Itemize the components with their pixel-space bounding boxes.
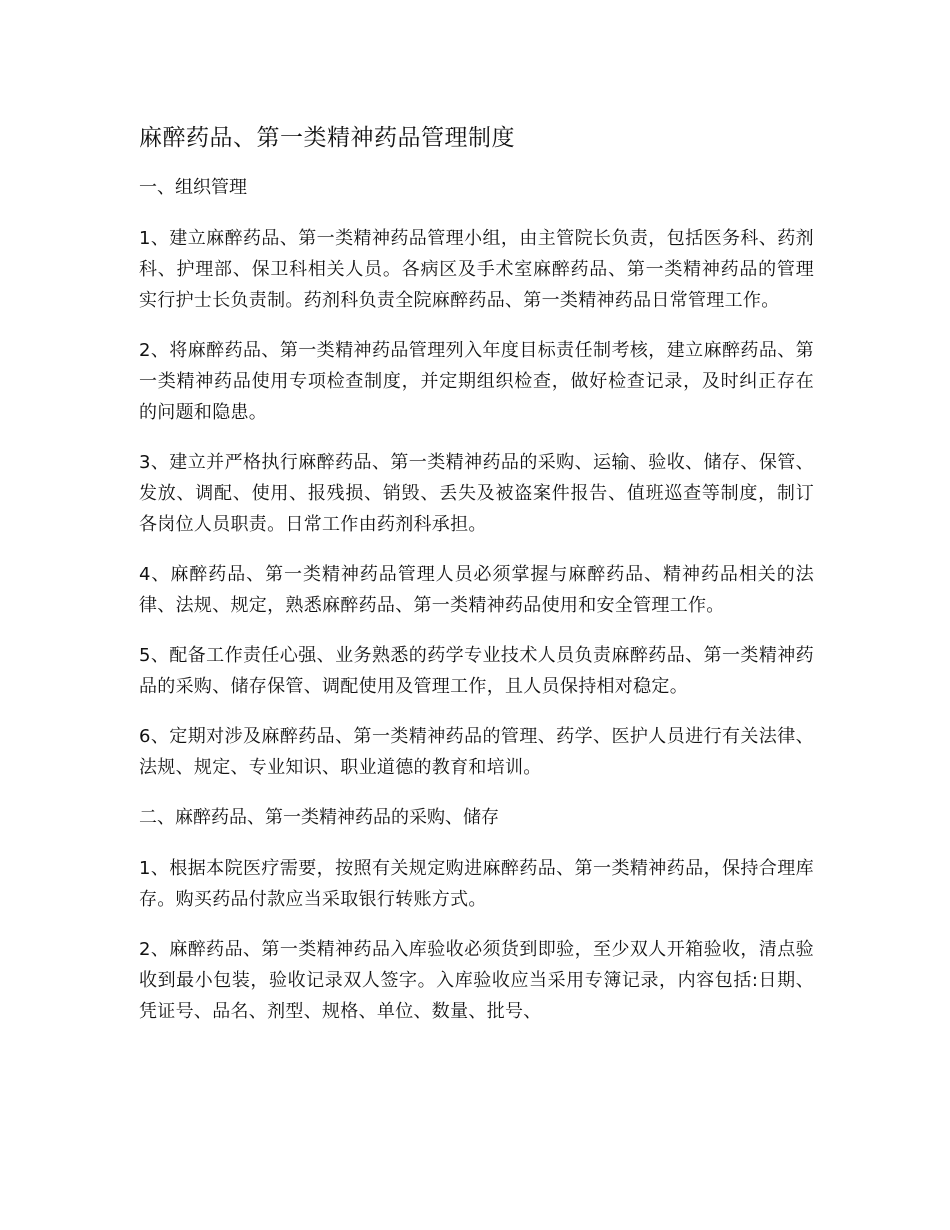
paragraph: 6、定期对涉及麻醉药品、第一类精神药品的管理、药学、医护人员进行有关法律、法规、规定、专业知识、职业道德的教育和培训。 [139, 726, 814, 778]
document-title: 麻醉药品、第一类精神药品管理制度 [139, 125, 515, 151]
paragraph: 5、配备工作责任心强、业务熟悉的药学专业技术人员负责麻醉药品、第一类精神药品的采购、储存保管、调配使用及管理工作，且人员保持相对稳定。 [139, 645, 814, 697]
paragraph: 3、建立并严格执行麻醉药品、第一类精神药品的采购、运输、验收、储存、保管、发放、调配、使用、报残损、销毁、丢失及被盗案件报告、值班巡查等制度，制订各岗位人员职责。日常工作由药剂科承担。 [139, 452, 814, 535]
paragraph: 2、麻醉药品、第一类精神药品入库验收必须货到即验，至少双人开箱验收，清点验收到最小包装，验收记录双人签字。入库验收应当采用专簿记录，内容包括:日期、凭证号、品名、剂型、规格、单位、数量、批号、 [139, 939, 814, 1022]
section-procurement-storage [139, 802, 814, 1027]
section-organization [139, 172, 814, 783]
paragraph: 1、根据本院医疗需要，按照有关规定购进麻醉药品、第一类精神药品，保持合理库存。购买药品付款应当采取银行转账方式。 [139, 858, 814, 910]
paragraph: 2、将麻醉药品、第一类精神药品管理列入年度目标责任制考核，建立麻醉药品、第一类精神药品使用专项检查制度，并定期组织检查，做好检查记录，及时纠正存在的问题和隐患。 [139, 340, 814, 423]
document-page [139, 118, 814, 1046]
paragraph: 4、麻醉药品、第一类精神药品管理人员必须掌握与麻醉药品、精神药品相关的法律、法规、规定，熟悉麻醉药品、第一类精神药品使用和安全管理工作。 [139, 564, 814, 616]
section-heading: 一、组织管理 [139, 177, 247, 198]
section-heading: 二、麻醉药品、第一类精神药品的采购、储存 [139, 807, 499, 828]
paragraph: 1、建立麻醉药品、第一类精神药品管理小组，由主管院长负责，包括医务科、药剂科、护理部、保卫科相关人员。各病区及手术室麻醉药品、第一类精神药品的管理实行护士长负责制。药剂科负责全院麻醉药品、第一类精神药品日常管理工作。 [139, 228, 814, 311]
